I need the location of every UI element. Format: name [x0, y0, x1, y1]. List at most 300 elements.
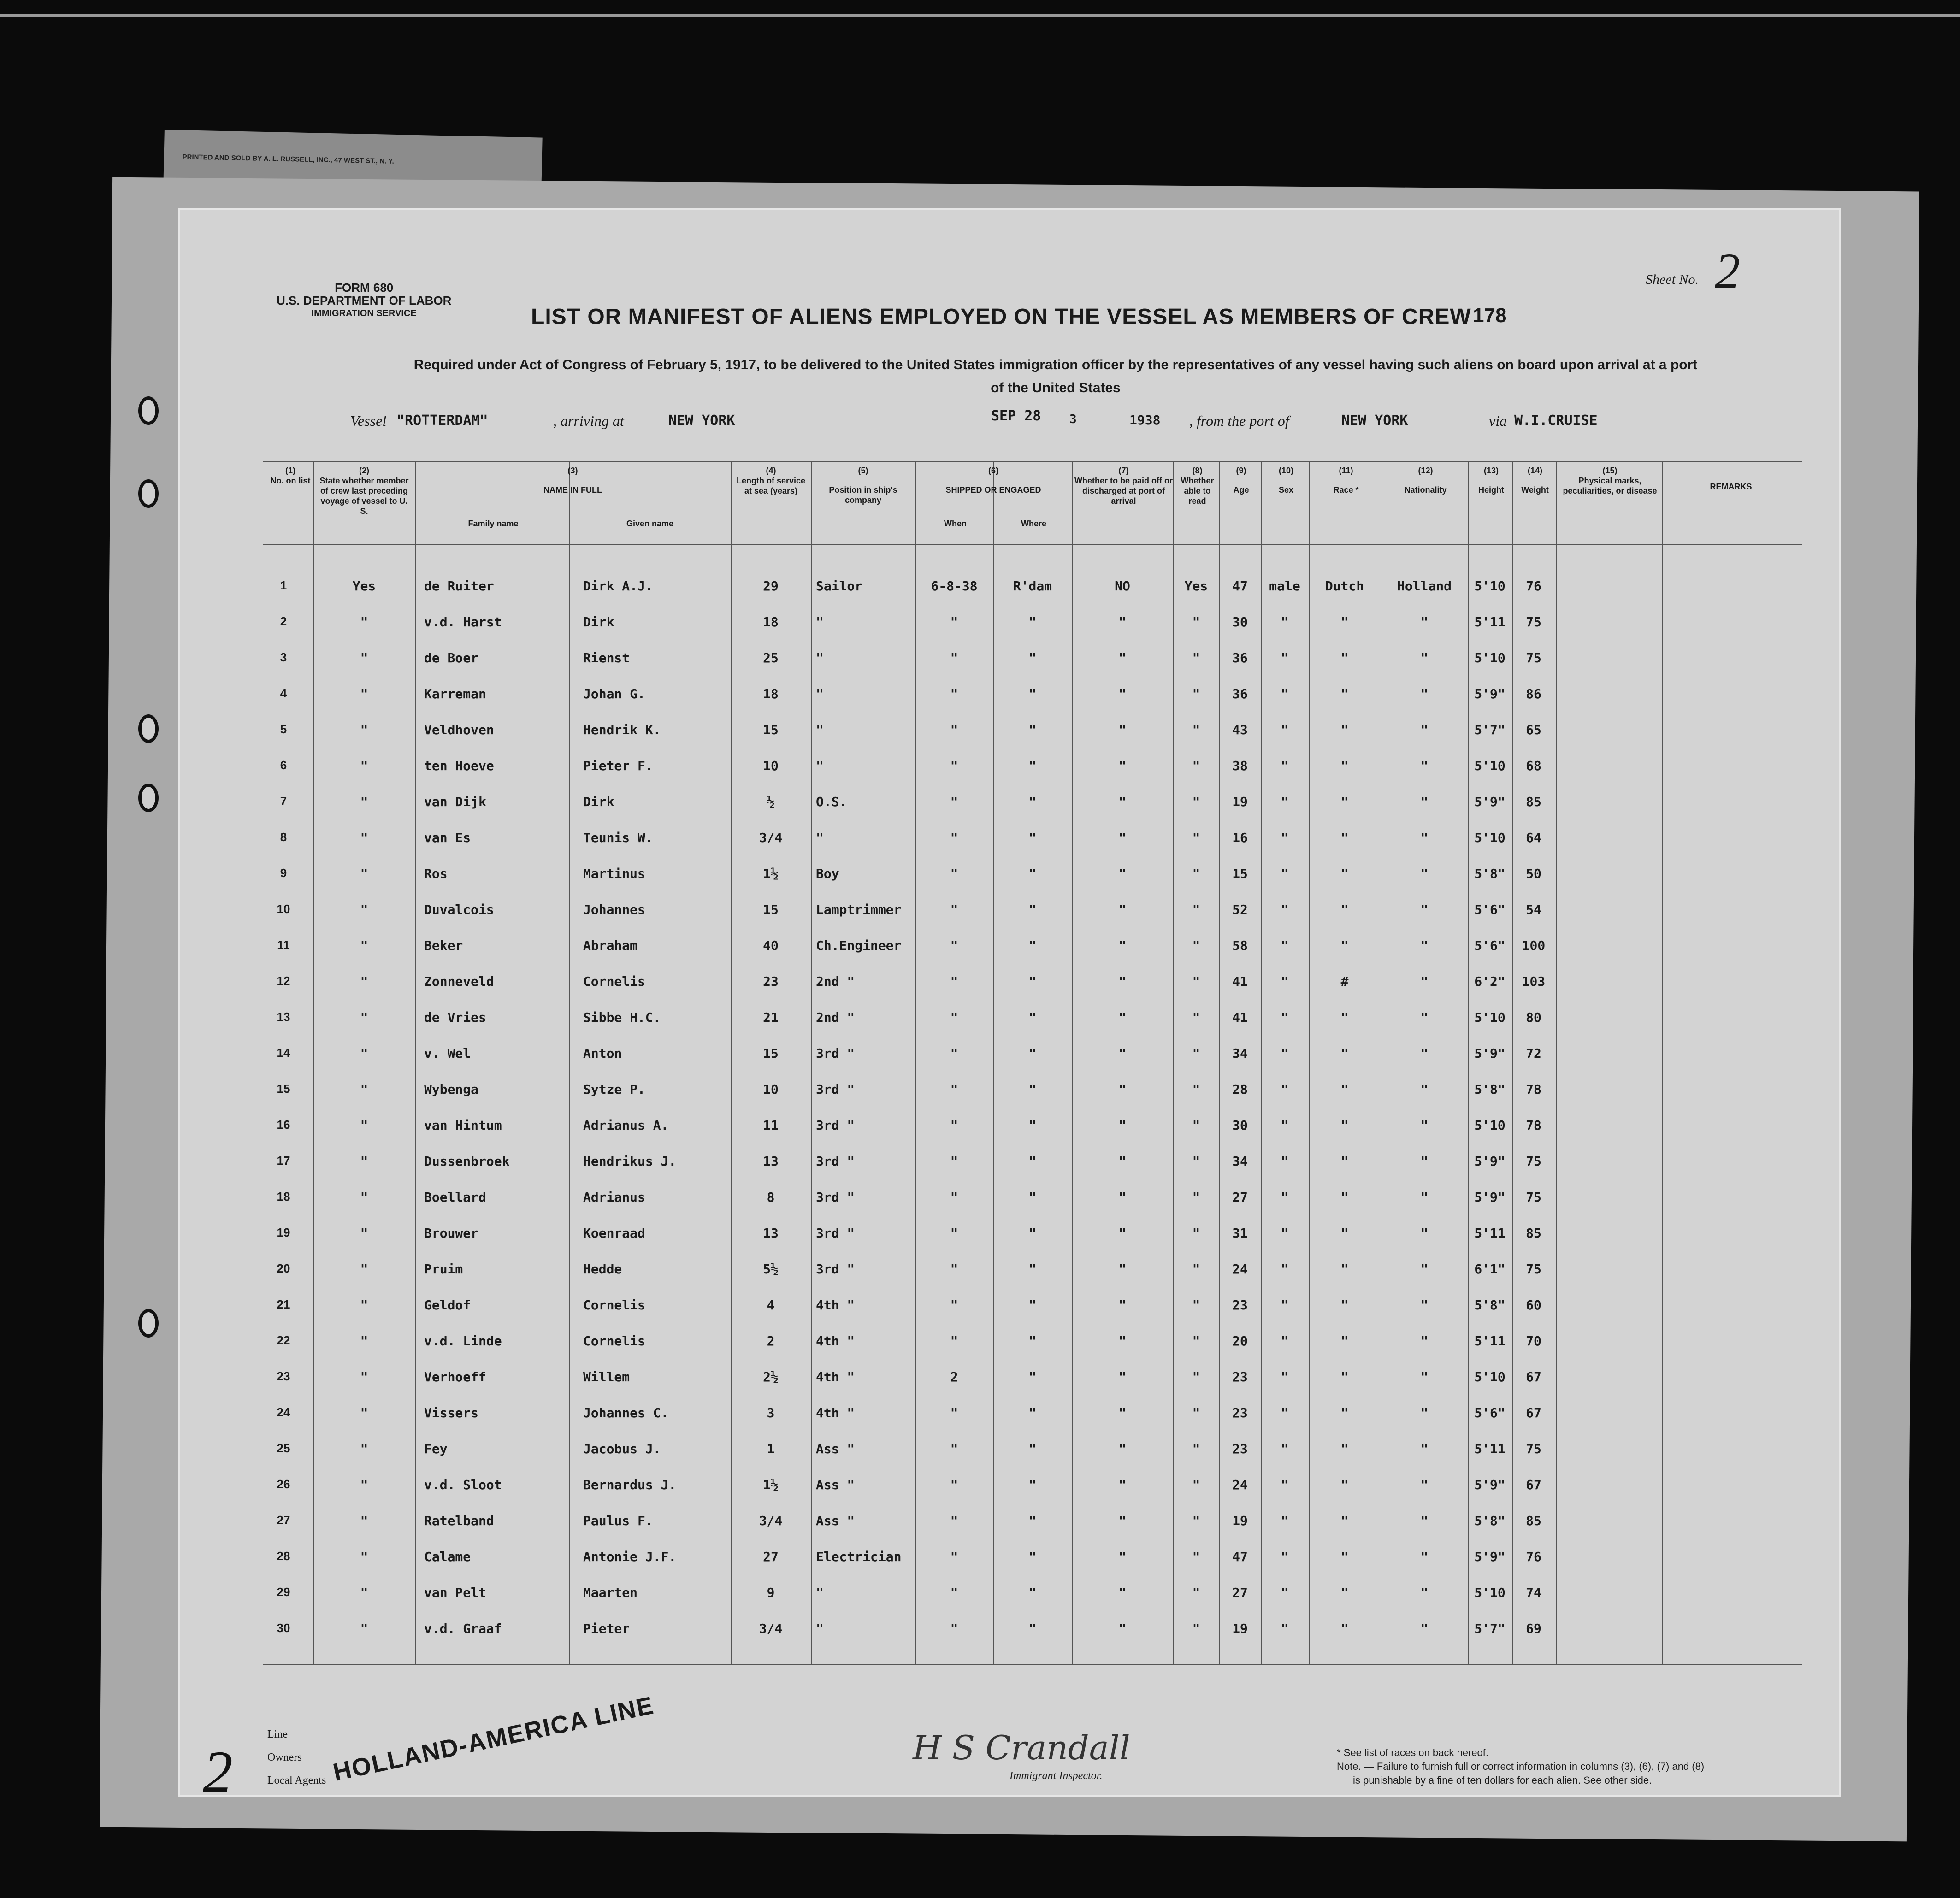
row-sex: "	[1281, 1585, 1289, 1600]
row-family-name: Ratelband	[424, 1513, 494, 1528]
col-index: (14)	[1527, 466, 1542, 475]
row-given-name: Cornelis	[583, 974, 645, 989]
row-position: 3rd "	[816, 1046, 855, 1061]
row-shipped-where: "	[1028, 650, 1037, 666]
row-shipped-where: "	[1028, 1261, 1037, 1277]
row-length-of-service: 4	[767, 1297, 775, 1313]
row-sex: "	[1281, 974, 1289, 989]
row-paid-off: "	[1118, 1621, 1127, 1636]
row-nationality: "	[1420, 1261, 1429, 1277]
row-able-to-read: "	[1192, 830, 1200, 845]
department: U.S. DEPARTMENT OF LABOR	[277, 294, 452, 307]
row-able-to-read: "	[1192, 1621, 1200, 1636]
row-able-to-read: "	[1192, 1441, 1200, 1456]
row-family-name: Zonneveld	[424, 974, 494, 989]
row-nationality: "	[1420, 866, 1429, 881]
row-state: "	[360, 686, 368, 701]
col-index: (6)	[988, 466, 998, 475]
row-shipped-when: "	[950, 758, 958, 773]
row-shipped-when: "	[950, 1621, 958, 1636]
binder-hole	[138, 1309, 159, 1338]
row-sex: "	[1281, 1549, 1289, 1564]
row-position: "	[816, 650, 824, 666]
margin-number: 2	[203, 1739, 233, 1805]
row-paid-off: "	[1118, 1082, 1127, 1097]
row-nationality: "	[1420, 758, 1429, 773]
row-length-of-service: 13	[763, 1154, 779, 1169]
row-weight: 100	[1522, 938, 1546, 953]
row-number: 5	[280, 722, 287, 736]
row-nationality: "	[1420, 1046, 1429, 1061]
row-state: Yes	[352, 578, 376, 594]
row-nationality: "	[1420, 650, 1429, 666]
row-shipped-where: "	[1028, 1369, 1037, 1385]
row-length-of-service: 2	[767, 1333, 775, 1349]
arriving-label: , arriving at	[553, 413, 624, 429]
vessel-name: "ROTTERDAM"	[396, 413, 488, 429]
row-state: "	[360, 722, 368, 737]
row-nationality: "	[1420, 1549, 1429, 1564]
row-able-to-read: "	[1192, 686, 1200, 701]
col-index: (11)	[1339, 466, 1353, 475]
col-index: (7)	[1118, 466, 1129, 475]
agents-label: Local Agents	[267, 1774, 326, 1786]
row-shipped-when: "	[950, 794, 958, 809]
row-family-name: Veldhoven	[424, 722, 494, 737]
row-given-name: Teunis W.	[583, 830, 653, 845]
row-given-name: Johan G.	[583, 686, 645, 701]
form-number: FORM 680	[335, 281, 394, 295]
row-sex: "	[1281, 902, 1289, 917]
row-race: "	[1340, 758, 1349, 773]
row-race: "	[1340, 794, 1349, 809]
row-shipped-when: "	[950, 902, 958, 917]
row-state: "	[360, 866, 368, 881]
row-sex: male	[1269, 578, 1300, 594]
col-index: (1)	[285, 466, 295, 475]
row-state: "	[360, 1154, 368, 1169]
row-able-to-read: "	[1192, 1585, 1200, 1600]
row-age: 30	[1232, 1118, 1248, 1133]
row-sex: "	[1281, 1333, 1289, 1349]
row-position: Electrician	[816, 1549, 902, 1564]
line-label: Line	[267, 1728, 288, 1740]
row-length-of-service: 1½	[763, 1477, 779, 1492]
row-shipped-where: "	[1028, 830, 1037, 845]
col-label: Physical marks, peculiarities, or disease	[1563, 476, 1657, 495]
row-height: 5'7"	[1474, 1621, 1505, 1636]
row-race: "	[1340, 1046, 1349, 1061]
col-when-header: When	[944, 519, 967, 528]
row-given-name: Antonie J.F.	[583, 1549, 677, 1564]
row-state: "	[360, 1621, 368, 1636]
row-sex: "	[1281, 1441, 1289, 1456]
scan-top-border	[0, 14, 1960, 17]
row-height: 5'6"	[1474, 902, 1505, 917]
row-given-name: Dirk A.J.	[583, 578, 653, 594]
row-shipped-when: "	[950, 1441, 958, 1456]
row-height: 5'9"	[1474, 686, 1505, 701]
row-sex: "	[1281, 1046, 1289, 1061]
row-shipped-when: 6-8-38	[931, 578, 978, 594]
row-sex: "	[1281, 1369, 1289, 1385]
row-age: 24	[1232, 1477, 1248, 1492]
row-paid-off: "	[1118, 1118, 1127, 1133]
row-state: "	[360, 1333, 368, 1349]
row-height: 5'8"	[1474, 1513, 1505, 1528]
col-label: Nationality	[1404, 485, 1447, 495]
row-given-name: Martinus	[583, 866, 645, 881]
row-height: 5'10	[1474, 650, 1505, 666]
page-number: 178	[1473, 304, 1507, 327]
row-family-name: Wybenga	[424, 1082, 479, 1097]
row-nationality: "	[1420, 902, 1429, 917]
row-nationality: "	[1420, 794, 1429, 809]
row-shipped-where: "	[1028, 686, 1037, 701]
row-height: 5'9"	[1474, 794, 1505, 809]
row-shipped-where: "	[1028, 1477, 1037, 1492]
row-family-name: ten Hoeve	[424, 758, 494, 773]
row-length-of-service: 15	[763, 902, 779, 917]
row-length-of-service: 10	[763, 1082, 779, 1097]
row-family-name: Beker	[424, 938, 463, 953]
row-weight: 75	[1526, 1154, 1541, 1169]
row-shipped-when: "	[950, 1010, 958, 1025]
row-shipped-where: "	[1028, 1405, 1037, 1421]
row-shipped-when: "	[950, 1046, 958, 1061]
col-length-header	[733, 466, 809, 496]
col-label: Whether to be paid off or discharged at port of arrival	[1074, 476, 1173, 506]
row-able-to-read: "	[1192, 1082, 1200, 1097]
row-able-to-read: "	[1192, 758, 1200, 773]
col-remarks-header: REMARKS	[1710, 482, 1752, 491]
row-number: 28	[277, 1549, 290, 1563]
row-age: 23	[1232, 1441, 1248, 1456]
row-height: 5'11	[1474, 1441, 1505, 1456]
row-position: O.S.	[816, 794, 847, 809]
row-able-to-read: "	[1192, 722, 1200, 737]
col-label: Position in ship's company	[829, 485, 897, 505]
row-position: "	[816, 722, 824, 737]
race-note: * See list of races on back hereof.	[1337, 1747, 1488, 1758]
row-position: 2nd "	[816, 974, 855, 989]
row-nationality: "	[1420, 974, 1429, 989]
row-family-name: van Hintum	[424, 1118, 502, 1133]
row-age: 30	[1232, 614, 1248, 630]
row-family-name: Fey	[424, 1441, 448, 1456]
col-label: State whether member of crew last preceding voyage of vessel to U. S.	[319, 476, 409, 516]
requirement-text-2: of the United States	[991, 380, 1121, 395]
row-position: "	[816, 830, 824, 845]
row-height: 5'8"	[1474, 1297, 1505, 1313]
arrival-date: SEP 28	[991, 408, 1041, 424]
col-weight-header	[1514, 466, 1556, 495]
row-race: "	[1340, 1513, 1349, 1528]
vessel-label: Vessel	[350, 413, 387, 429]
row-weight: 70	[1526, 1333, 1541, 1349]
row-shipped-where: "	[1028, 902, 1037, 917]
row-shipped-where: "	[1028, 1621, 1037, 1636]
row-age: 36	[1232, 650, 1248, 666]
col-given-header: Given name	[626, 519, 674, 528]
row-shipped-where: R'dam	[1013, 578, 1052, 594]
row-height: 5'7"	[1474, 722, 1505, 737]
col-label: Length of service at sea (years)	[736, 476, 806, 495]
row-sex: "	[1281, 1082, 1289, 1097]
row-race: "	[1340, 1369, 1349, 1385]
row-position: "	[816, 758, 824, 773]
row-race: "	[1340, 1226, 1349, 1241]
row-height: 5'9"	[1474, 1549, 1505, 1564]
row-length-of-service: 23	[763, 974, 779, 989]
col-index: (13)	[1483, 466, 1499, 475]
row-height: 5'8"	[1474, 1082, 1505, 1097]
row-length-of-service: 15	[763, 1046, 779, 1061]
row-shipped-when: "	[950, 1333, 958, 1349]
row-length-of-service: 5½	[763, 1261, 779, 1277]
sheet-number: 2	[1715, 243, 1740, 299]
row-family-name: van Es	[424, 830, 471, 845]
row-race: "	[1340, 1621, 1349, 1636]
row-position: "	[816, 614, 824, 630]
row-paid-off: "	[1118, 1010, 1127, 1025]
row-state: "	[360, 1549, 368, 1564]
col-label: Age	[1233, 485, 1249, 495]
row-height: 5'11	[1474, 1333, 1505, 1349]
row-able-to-read: "	[1192, 1226, 1200, 1241]
row-weight: 85	[1526, 1226, 1541, 1241]
row-weight: 75	[1526, 650, 1541, 666]
row-number: 17	[277, 1154, 290, 1167]
line-stamp: HOLLAND-AMERICA LINE	[331, 1691, 657, 1787]
row-paid-off: "	[1118, 686, 1127, 701]
row-paid-off: "	[1118, 974, 1127, 989]
row-able-to-read: "	[1192, 1261, 1200, 1277]
row-weight: 78	[1526, 1082, 1541, 1097]
row-given-name: Maarten	[583, 1585, 638, 1600]
row-state: "	[360, 794, 368, 809]
row-shipped-where: "	[1028, 1082, 1037, 1097]
row-given-name: Pieter	[583, 1621, 630, 1636]
row-race: "	[1340, 830, 1349, 845]
row-shipped-where: "	[1028, 1118, 1037, 1133]
row-able-to-read: "	[1192, 794, 1200, 809]
row-able-to-read: "	[1192, 1477, 1200, 1492]
row-family-name: de Vries	[424, 1010, 486, 1025]
row-given-name: Johannes	[583, 902, 645, 917]
row-nationality: "	[1420, 1010, 1429, 1025]
form-stamp	[277, 281, 451, 320]
row-race: "	[1340, 1441, 1349, 1456]
row-shipped-when: "	[950, 1154, 958, 1169]
row-length-of-service: 8	[767, 1190, 775, 1205]
row-able-to-read: "	[1192, 1405, 1200, 1421]
row-age: 38	[1232, 758, 1248, 773]
row-height: 5'11	[1474, 614, 1505, 630]
manifest-page	[180, 210, 1839, 1795]
row-shipped-when: "	[950, 974, 958, 989]
row-paid-off: "	[1118, 1333, 1127, 1349]
row-number: 10	[277, 902, 290, 916]
row-sex: "	[1281, 830, 1289, 845]
row-weight: 67	[1526, 1405, 1541, 1421]
row-sex: "	[1281, 1261, 1289, 1277]
row-race: "	[1340, 1333, 1349, 1349]
row-number: 8	[280, 830, 287, 844]
column-rule	[1662, 461, 1663, 1664]
binder-hole	[138, 714, 159, 743]
row-able-to-read: "	[1192, 1369, 1200, 1385]
row-age: 19	[1232, 1513, 1248, 1528]
column-rule	[569, 461, 570, 1664]
row-number: 9	[280, 866, 287, 880]
row-weight: 78	[1526, 1118, 1541, 1133]
row-number: 19	[277, 1226, 290, 1239]
col-height-header	[1470, 466, 1512, 495]
row-family-name: v.d. Graaf	[424, 1621, 502, 1636]
row-shipped-where: "	[1028, 1513, 1037, 1528]
row-length-of-service: 13	[763, 1226, 779, 1241]
row-shipped-when: "	[950, 1297, 958, 1313]
row-state: "	[360, 1046, 368, 1061]
row-position: Ch.Engineer	[816, 938, 902, 953]
row-weight: 50	[1526, 866, 1541, 881]
row-sex: "	[1281, 938, 1289, 953]
row-nationality: "	[1420, 1190, 1429, 1205]
binder-hole	[138, 396, 159, 425]
row-race: "	[1340, 1118, 1349, 1133]
row-weight: 86	[1526, 686, 1541, 701]
row-family-name: van Dijk	[424, 794, 486, 809]
row-nationality: "	[1420, 1082, 1429, 1097]
row-length-of-service: 11	[763, 1118, 779, 1133]
row-state: "	[360, 1585, 368, 1600]
column-rule	[415, 461, 416, 1664]
row-position: "	[816, 1585, 824, 1600]
row-family-name: Vissers	[424, 1405, 479, 1421]
row-paid-off: "	[1118, 1477, 1127, 1492]
row-number: 3	[280, 650, 287, 664]
row-able-to-read: Yes	[1184, 578, 1208, 594]
row-sex: "	[1281, 1226, 1289, 1241]
row-state: "	[360, 1010, 368, 1025]
row-given-name: Paulus F.	[583, 1513, 653, 1528]
row-state: "	[360, 1118, 368, 1133]
row-shipped-where: "	[1028, 1190, 1037, 1205]
row-race: "	[1340, 1261, 1349, 1277]
row-weight: 85	[1526, 1513, 1541, 1528]
row-length-of-service: 40	[763, 938, 779, 953]
col-index: (2)	[359, 466, 369, 475]
row-number: 27	[277, 1513, 290, 1527]
row-height: 5'9"	[1474, 1477, 1505, 1492]
row-paid-off: "	[1118, 1405, 1127, 1421]
binder-hole	[138, 479, 159, 508]
row-number: 7	[280, 794, 287, 808]
row-nationality: "	[1420, 938, 1429, 953]
row-position: 4th "	[816, 1297, 855, 1313]
row-race: "	[1340, 938, 1349, 953]
row-age: 47	[1232, 578, 1248, 594]
col-paid-off-header	[1074, 466, 1173, 506]
row-number: 29	[277, 1585, 290, 1599]
row-state: "	[360, 974, 368, 989]
row-age: 23	[1232, 1405, 1248, 1421]
row-weight: 67	[1526, 1369, 1541, 1385]
row-able-to-read: "	[1192, 1513, 1200, 1528]
row-able-to-read: "	[1192, 650, 1200, 666]
row-race: "	[1340, 1405, 1349, 1421]
row-shipped-where: "	[1028, 1297, 1037, 1313]
row-number: 11	[277, 938, 290, 952]
row-position: 3rd "	[816, 1154, 855, 1169]
col-index: (3)	[567, 466, 578, 475]
row-age: 19	[1232, 1621, 1248, 1636]
row-shipped-where: "	[1028, 758, 1037, 773]
row-age: 15	[1232, 866, 1248, 881]
row-sex: "	[1281, 1297, 1289, 1313]
row-shipped-when: "	[950, 1190, 958, 1205]
row-race: "	[1340, 614, 1349, 630]
row-length-of-service: 29	[763, 578, 779, 594]
row-paid-off: "	[1118, 614, 1127, 630]
row-race: Dutch	[1325, 578, 1364, 594]
row-height: 5'8"	[1474, 866, 1505, 881]
row-length-of-service: 3	[767, 1405, 775, 1421]
row-position: "	[816, 686, 824, 701]
inspector-signature: H S Crandall	[913, 1728, 1130, 1767]
row-race: "	[1340, 902, 1349, 917]
row-height: 5'9"	[1474, 1190, 1505, 1205]
row-number: 14	[277, 1046, 290, 1060]
row-weight: 72	[1526, 1046, 1541, 1061]
row-given-name: Sytze P.	[583, 1082, 645, 1097]
row-shipped-where: "	[1028, 1046, 1037, 1061]
col-read-header	[1175, 466, 1219, 506]
row-race: "	[1340, 650, 1349, 666]
row-paid-off: "	[1118, 650, 1127, 666]
col-index: (12)	[1418, 466, 1433, 475]
row-given-name: Dirk	[583, 794, 614, 809]
row-sex: "	[1281, 794, 1289, 809]
row-length-of-service: 10	[763, 758, 779, 773]
row-state: "	[360, 1369, 368, 1385]
row-position: 4th "	[816, 1333, 855, 1349]
row-number: 24	[277, 1405, 290, 1419]
row-paid-off: "	[1118, 1441, 1127, 1456]
row-length-of-service: 3/4	[759, 1513, 783, 1528]
row-weight: 65	[1526, 722, 1541, 737]
row-nationality: "	[1420, 1226, 1429, 1241]
row-given-name: Abraham	[583, 938, 638, 953]
row-shipped-when: "	[950, 1082, 958, 1097]
col-age-header	[1222, 466, 1261, 495]
row-shipped-when: "	[950, 1585, 958, 1600]
from-label: , from the port of	[1189, 413, 1289, 429]
row-race: "	[1340, 1082, 1349, 1097]
row-paid-off: "	[1118, 1369, 1127, 1385]
row-number: 1	[280, 578, 287, 592]
row-shipped-where: "	[1028, 1441, 1037, 1456]
row-state: "	[360, 938, 368, 953]
row-able-to-read: "	[1192, 1549, 1200, 1564]
row-given-name: Cornelis	[583, 1333, 645, 1349]
row-shipped-when: "	[950, 866, 958, 881]
row-shipped-when: "	[950, 830, 958, 845]
row-shipped-when: "	[950, 686, 958, 701]
row-state: "	[360, 1441, 368, 1456]
row-age: 23	[1232, 1297, 1248, 1313]
